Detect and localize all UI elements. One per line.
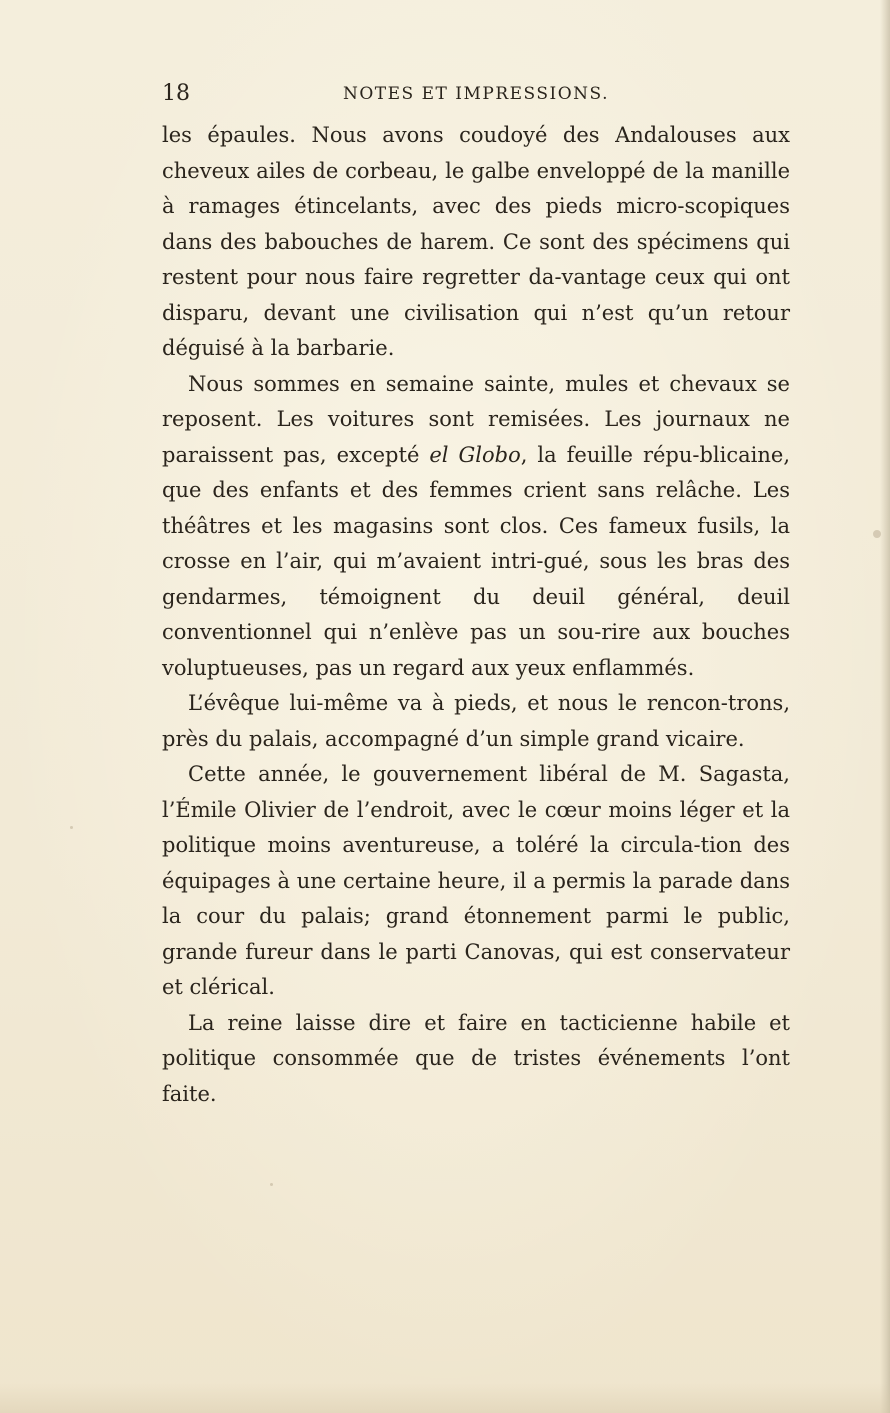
page-number: 18 [162,81,190,106]
paper-speck [270,1183,273,1186]
paragraph [162,757,790,1006]
paragraph-text: L’évêque lui-même va à pieds, et nous le rencon-trons, près du palais, accompagné d’un simple grand vicaire. [162,691,790,751]
body-text [162,118,790,1112]
newspaper-title: el Globo [429,442,521,467]
page-header [162,78,790,110]
running-title: NOTES ET IMPRESSIONS. [343,84,609,104]
paper-speck [873,530,881,538]
paragraph [162,1006,790,1113]
paragraph-text: , la feuille répu-blicaine, que des enfants et des femmes crient sans relâche. Les théâtres et les magasins sont clos. Ces fameux fusils, la crosse en l’air, qui m’avaient intri-gué, sous les bras des gendarmes, témoignent du deuil général, deuil conventionnel qui n’enlève pas un sou-rire aux bouches voluptueuses, pas un regard aux yeux enflammés. [162,442,790,680]
paragraph-text: Nous sommes en semaine sainte, mules et chevaux se reposent. Les voitures sont remisées. Les journaux ne paraissent pas, excepté [162,371,790,467]
paper-speck [70,826,73,829]
paragraph [162,118,790,367]
page-bottom-shadow [0,1383,890,1413]
paragraph-text: La reine laisse dire et faire en tacticienne habile et politique consommée que de tristes événements l’ont faite. [162,1010,790,1106]
paragraph [162,686,790,757]
page-edge-shadow [880,0,890,1413]
paragraph-text: Cette année, le gouvernement libéral de M. Sagasta, l’Émile Olivier de l’endroit, avec le cœur moins léger et la politique moins aventureuse, a toléré la circula-tion des équipages à une certaine heure, il a permis la parade dans la cour du palais; grand étonnement parmi le public, grande fureur dans le parti Canovas, qui est conservateur et clérical. [162,762,790,999]
paragraph-text: les épaules. Nous avons coudoyé des Andalouses aux cheveux ailes de corbeau, le galbe enveloppé de la manille à ramages étincelants, avec des pieds micro-scopiques dans des babouches de harem. Ce sont des spécimens qui restent pour nous faire regretter da-vantage ceux qui ont disparu, devant une civilisation qui n’est qu’un retour déguisé à la barbarie. [162,123,790,360]
paragraph [162,367,790,687]
